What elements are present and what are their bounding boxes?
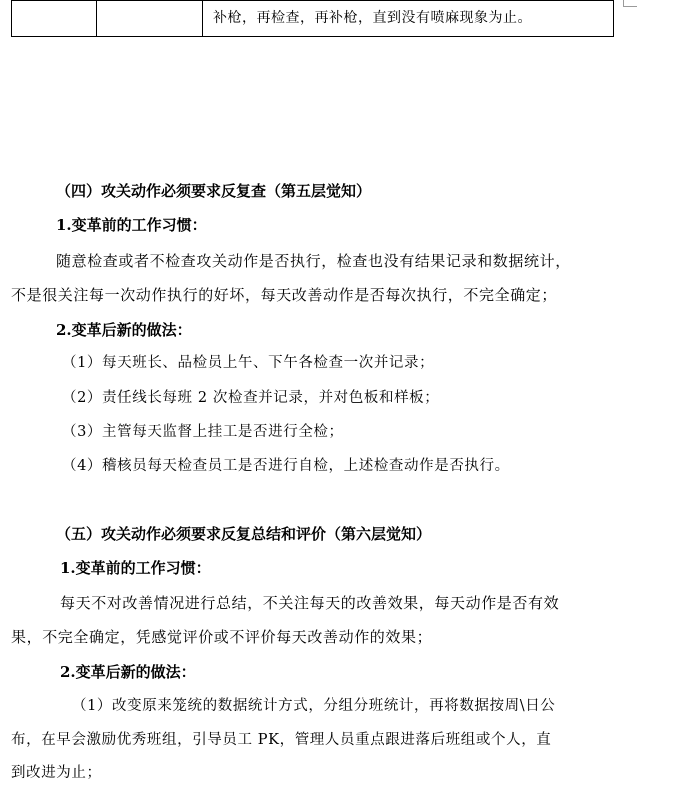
section4-item-2: （2）责任线长每班 2 次检查并记录，并对色板和样板； bbox=[62, 390, 440, 406]
section5-para-line-2: 果，不完全确定，凭感觉评价或不评价每天改善动作的效果； bbox=[11, 628, 433, 646]
section4-sub-after: 2.变革后新的做法： bbox=[56, 321, 192, 339]
table-cell-empty-2 bbox=[97, 1, 203, 37]
section5-item-1-line-2: 布，在早会激励优秀班组，引导员工 PK，管理人员重点跟进落后班组或个人，直 bbox=[11, 732, 552, 748]
section5-sub-before: 1.变革前的工作习惯： bbox=[60, 559, 211, 577]
section5-item-1-line-3: 到改进为止； bbox=[11, 765, 102, 781]
table-cell-text: 补枪，再检查，再补枪，直到没有喷麻现象为止。 bbox=[203, 1, 614, 37]
section4-para-line-1: 随意检查或者不检查攻关动作是否执行，检查也没有结果记录和数据统计， bbox=[56, 252, 571, 270]
section4-item-3: （3）主管每天监督上挂工是否进行全检； bbox=[62, 424, 344, 440]
section5-sub-after: 2.变革后新的做法： bbox=[60, 663, 196, 681]
section4-item-1: （1）每天班长、品检员上午、下午各检查一次并记录； bbox=[62, 355, 435, 371]
top-table bbox=[11, 0, 614, 37]
section4-heading: （四）攻关动作必须要求反复查（第五层觉知） bbox=[56, 182, 372, 200]
table-cell-empty-1 bbox=[12, 1, 97, 37]
section4-item-4: （4）稽核员每天检查员工是否进行自检，上述检查动作是否执行。 bbox=[62, 458, 510, 474]
section4-sub-before: 1.变革前的工作习惯： bbox=[56, 216, 207, 234]
section4-para-line-2: 不是很关注每一次动作执行的好坏，每天改善动作是否每次执行，不完全确定； bbox=[11, 286, 558, 304]
section5-heading: （五）攻关动作必须要求反复总结和评价（第六层觉知） bbox=[56, 525, 432, 543]
section5-item-1-line-1: （1）改变原来笼统的数据统计方式，分组分班统计，再将数据按周\日公 bbox=[72, 698, 556, 714]
table-row bbox=[12, 1, 614, 37]
page-corner-mark bbox=[623, 0, 637, 7]
section5-para-line-1: 每天不对改善情况进行总结，不关注每天的改善效果，每天动作是否有效 bbox=[60, 594, 560, 612]
